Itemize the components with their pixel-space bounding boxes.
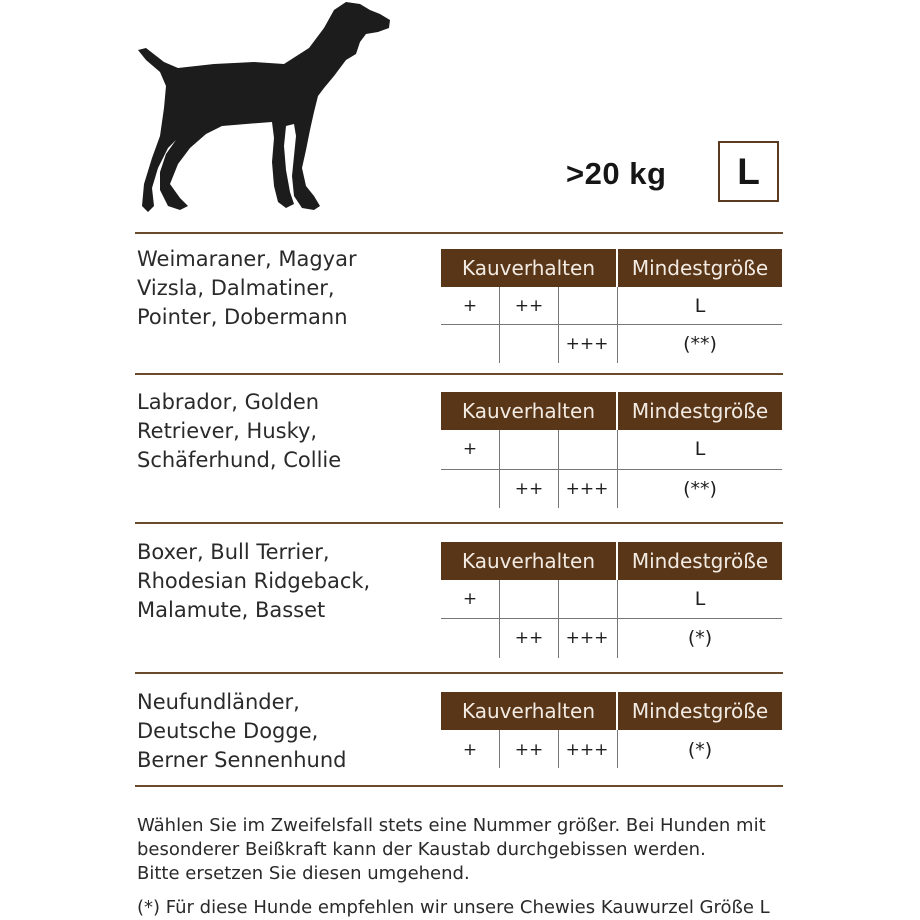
chew-cell	[558, 287, 616, 325]
breed-list-2	[137, 388, 341, 475]
min-size-cell: (*)	[687, 739, 713, 761]
footnote-line: (*) Für diese Hunde empfehlen wir unsere Chewies Kauwurzel Größe L	[137, 897, 770, 918]
breed-list-3	[137, 538, 370, 625]
min-size-cell: (**)	[683, 478, 717, 500]
table-line	[441, 324, 782, 325]
chew-cell: +++	[565, 628, 609, 648]
chew-cell	[441, 470, 499, 508]
table-line	[441, 469, 782, 470]
divider	[135, 373, 783, 375]
chew-cell	[558, 580, 616, 618]
divider	[135, 672, 783, 674]
chew-cell	[500, 325, 558, 363]
chew-cell: +++	[565, 334, 609, 354]
chew-cell	[558, 430, 616, 468]
divider	[135, 522, 783, 524]
chew-cell: ++	[514, 628, 544, 648]
min-size-cell: L	[694, 438, 706, 460]
chewing-header: Kauverhalten	[441, 392, 616, 430]
breed-line: Vizsla, Dalmatiner,	[137, 276, 335, 300]
divider	[135, 232, 783, 234]
breed-line: Malamute, Basset	[137, 598, 326, 622]
min-size-header: Mindestgröße	[618, 542, 782, 580]
chew-cell: ++	[514, 479, 544, 499]
chew-cell	[441, 325, 499, 363]
table-line	[499, 580, 500, 658]
min-size-cell: (**)	[683, 333, 717, 355]
chew-cell: +	[462, 589, 478, 609]
advice-line: besonderer Beißkraft kann der Kaustab durchgebissen werden.	[137, 839, 706, 860]
min-size-header: Mindestgröße	[618, 392, 782, 430]
table-line	[617, 580, 618, 658]
breed-line: Neufundländer,	[137, 690, 300, 714]
advice-line: Wählen Sie im Zweifelsfall stets eine Nummer größer. Bei Hunden mit	[137, 815, 766, 836]
table-line	[617, 730, 618, 768]
advice-text	[137, 814, 766, 886]
breed-line: Schäferhund, Collie	[137, 448, 342, 472]
table-line	[499, 287, 500, 363]
footnote	[137, 896, 770, 920]
breed-line: Pointer, Dobermann	[137, 305, 348, 329]
breed-line: Deutsche Dogge,	[137, 719, 319, 743]
breed-list-4	[137, 688, 347, 775]
table-line	[558, 730, 559, 768]
breed-line: Weimaraner, Magyar	[137, 247, 357, 271]
table-line	[499, 430, 500, 508]
breed-line: Rhodesian Ridgeback,	[137, 569, 371, 593]
table-line	[617, 430, 618, 508]
weight-label: >20 kg	[566, 156, 667, 191]
chew-cell	[500, 580, 558, 618]
chew-cell: +	[462, 740, 478, 760]
table-line	[558, 287, 559, 363]
min-size-cell: L	[694, 588, 706, 610]
table-line	[617, 287, 618, 363]
min-size-header: Mindestgröße	[618, 249, 782, 287]
min-size-cell: (*)	[687, 627, 713, 649]
breed-line: Berner Sennenhund	[137, 748, 347, 772]
size-badge: L	[718, 141, 779, 202]
table-line	[558, 580, 559, 658]
chew-cell: +	[462, 296, 478, 316]
chew-cell: ++	[514, 740, 544, 760]
chew-cell: +++	[565, 479, 609, 499]
divider	[135, 785, 783, 787]
chew-cell: +	[462, 439, 478, 459]
breed-line: Labrador, Golden	[137, 390, 320, 414]
table-line	[499, 730, 500, 768]
chew-cell: ++	[514, 296, 544, 316]
chew-cell: +++	[565, 740, 609, 760]
chew-cell	[441, 619, 499, 657]
advice-line: Bitte ersetzen Sie diesen umgehend.	[137, 863, 470, 884]
chewing-header: Kauverhalten	[441, 542, 616, 580]
table-line	[558, 430, 559, 508]
breed-line: Retriever, Husky,	[137, 419, 318, 443]
chewing-header: Kauverhalten	[441, 692, 616, 730]
chew-cell	[500, 430, 558, 468]
dog-silhouette-icon	[134, 0, 396, 214]
breed-list-1	[137, 245, 357, 332]
min-size-cell: L	[694, 295, 706, 317]
table-line	[441, 618, 782, 619]
chewing-header: Kauverhalten	[441, 249, 616, 287]
min-size-header: Mindestgröße	[618, 692, 782, 730]
breed-line: Boxer, Bull Terrier,	[137, 540, 330, 564]
